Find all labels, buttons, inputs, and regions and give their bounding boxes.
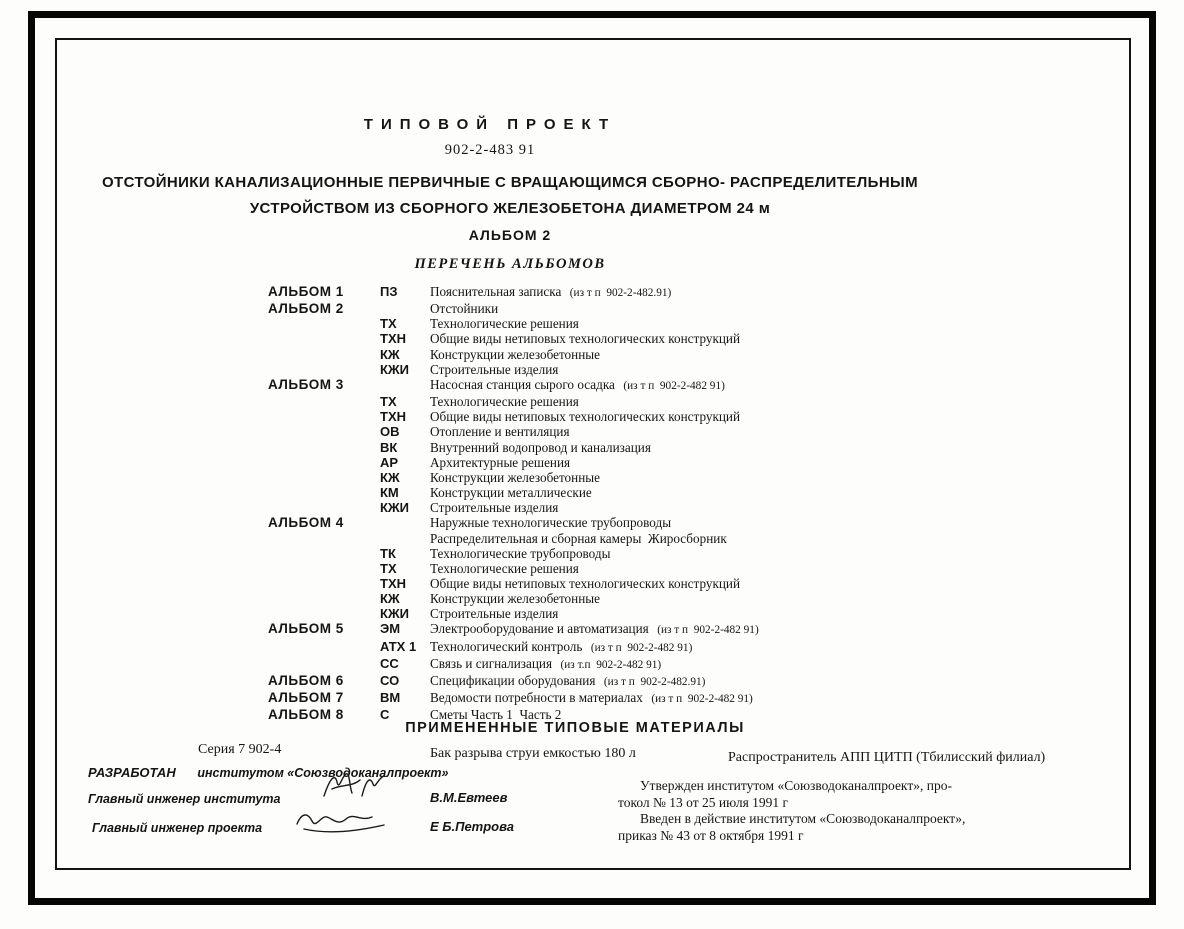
- approval-line: токол № 13 от 25 июля 1991 г: [618, 794, 789, 810]
- section-description: Сметы Часть 1 Часть 2: [430, 707, 562, 723]
- section-description: Общие виды нетиповых технологических конструкций: [430, 575, 741, 591]
- section-code: КЖ: [380, 469, 400, 485]
- section-description: Технологические трубопроводы: [430, 545, 611, 561]
- album-number: АЛЬБОМ 2: [268, 301, 344, 317]
- section-code: АР: [380, 454, 399, 470]
- album-number: АЛЬБОМ 1: [268, 284, 344, 299]
- list-heading: ПЕРЕЧЕНЬ АЛЬБОМОВ: [414, 256, 606, 272]
- section-code: ВК: [380, 439, 398, 455]
- album-row: [268, 440, 1048, 455]
- album-row: [268, 377, 1048, 394]
- album-row: [268, 362, 1048, 377]
- album-row: [268, 656, 1048, 673]
- developed-by: институтом «Союзводоканалпроект»: [197, 766, 449, 780]
- section-code: ТХН: [380, 331, 406, 347]
- album-number: АЛЬБОМ 5: [268, 621, 344, 637]
- album-row: [268, 301, 1048, 316]
- album-row: [268, 409, 1048, 424]
- source-note: (из т п 902-2-482 91): [642, 693, 753, 706]
- section-description: Спецификации оборудования (из т п 902-2-482.91): [430, 672, 706, 688]
- album-row: [268, 394, 1048, 409]
- section-code: АТХ 1: [380, 638, 417, 654]
- section-code: С: [380, 707, 390, 723]
- section-description: Строительные изделия: [430, 361, 559, 377]
- album-row: [268, 561, 1048, 576]
- section-description: Общие виды нетиповых технологических конструкций: [430, 409, 741, 425]
- album-number: АЛЬБОМ 7: [268, 690, 344, 706]
- album-row: [268, 606, 1048, 621]
- source-note: (из т.п 902-2-482 91): [552, 658, 662, 671]
- section-code: КМ: [380, 485, 399, 501]
- title-line-1: ОТСТОЙНИКИ КАНАЛИЗАЦИОННЫЕ ПЕРВИЧНЫЕ С ВРАЩАЮЩИМСЯ СБОРНО- РАСПРЕДЕЛИТЕЛЬНЫМ: [101, 174, 919, 191]
- section-description: Строительные изделия: [430, 606, 559, 622]
- album-row: [268, 284, 1048, 301]
- section-description: Отстойники: [430, 301, 499, 317]
- chief-project-name: Е Б.Петрова: [430, 819, 515, 834]
- album-number: АЛЬБОМ 3: [268, 376, 344, 392]
- album-row: [268, 347, 1048, 362]
- materials-item: Бак разрыва струи емкостью 180 л: [430, 746, 636, 761]
- signature-project-icon: [292, 806, 388, 841]
- approval-line: Утвержден институтом «Союзводоканалпроект», про-: [640, 778, 952, 793]
- album-row: [268, 316, 1048, 331]
- chief-institute-name: В.М.Евтеев: [430, 790, 508, 805]
- section-code: КЖИ: [380, 500, 410, 516]
- section-code: ОВ: [380, 424, 400, 440]
- section-description: Связь и сигнализация (из т.п 902-2-482 91): [430, 655, 662, 671]
- approval-block: [618, 778, 1123, 844]
- section-description: Отопление и вентиляция: [430, 424, 570, 440]
- section-description: Технологический контроль (из т п 902-2-482 91): [430, 638, 693, 654]
- album-row: [268, 639, 1048, 656]
- section-code: СО: [380, 672, 400, 688]
- source-note: (из т п 902-2-482 91): [648, 624, 759, 637]
- section-code: ТХН: [380, 409, 406, 425]
- section-code: ТХ: [380, 316, 397, 332]
- doc-type: ТИПОВОЙ ПРОЕКТ: [363, 116, 617, 133]
- section-description: Технологические решения: [430, 316, 579, 332]
- album-row: [268, 485, 1048, 500]
- section-code: ЭМ: [380, 621, 401, 637]
- approval-line: приказ № 43 от 8 октября 1991 г: [618, 827, 804, 843]
- source-note: (из т п 902-2-482.91): [561, 287, 672, 299]
- section-description: Наружные технологические трубопроводы: [430, 515, 672, 531]
- section-code: ТК: [380, 545, 396, 561]
- section-description: Технологические решения: [430, 560, 579, 576]
- section-description: Общие виды нетиповых технологических конструкций: [430, 331, 741, 347]
- album-row: [268, 331, 1048, 346]
- source-note: (из т п 902-2-482.91): [595, 675, 706, 688]
- album-row: [268, 424, 1048, 439]
- section-code: СС: [380, 655, 399, 671]
- album-number: АЛЬБОМ 4: [268, 515, 344, 531]
- album-row: [268, 673, 1048, 690]
- album-row: [268, 515, 1048, 530]
- section-description: Конструкции железобетонные: [430, 469, 600, 485]
- album-number: АЛЬБОМ 6: [268, 672, 344, 688]
- source-note: (из т п 902-2-482 91): [614, 379, 725, 392]
- album-row: [268, 455, 1048, 470]
- approval-line: Введен в действие институтом «Союзводоканалпроект»,: [640, 811, 966, 826]
- section-code: ТХ: [380, 560, 397, 576]
- section-code: КЖ: [380, 591, 400, 607]
- developed-label: РАЗРАБОТАН: [88, 765, 176, 780]
- section-description: Строительные изделия: [430, 500, 559, 516]
- section-description: Конструкции железобетонные: [430, 346, 600, 362]
- albums-list: [268, 284, 1048, 722]
- section-description: Ведомости потребности в материалах (из т п 902-2-482 91): [430, 690, 753, 706]
- section-code: КЖИ: [380, 606, 410, 622]
- section-description: Конструкции металлические: [430, 485, 592, 501]
- album-row: [268, 531, 1048, 546]
- album-row: [268, 500, 1048, 515]
- album-row: [268, 591, 1048, 606]
- signature-institute-icon: [318, 770, 396, 807]
- section-code: ВМ: [380, 690, 401, 706]
- album-row: [268, 621, 1048, 638]
- chief-project-label: Главный инженер проекта: [92, 821, 263, 835]
- section-code: ТХ: [380, 394, 397, 410]
- source-note: (из т п 902-2-482 91): [582, 641, 693, 654]
- section-description: Насосная станция сырого осадка (из т п 902-2-482 91): [430, 376, 725, 392]
- album-label: АЛЬБОМ 2: [468, 227, 552, 243]
- album-row: [268, 470, 1048, 485]
- section-code: КЖ: [380, 346, 400, 362]
- album-number: АЛЬБОМ 8: [268, 707, 344, 723]
- section-description: Технологические решения: [430, 394, 579, 410]
- title-line-2: УСТРОЙСТВОМ ИЗ СБОРНОГО ЖЕЛЕЗОБЕТОНА ДИАМЕТРОМ 24 м: [249, 200, 771, 217]
- chief-institute-label: Главный инженер института: [88, 792, 281, 806]
- section-description: Распределительная и сборная камеры Жиросборник: [430, 530, 727, 546]
- section-code: ТХН: [380, 575, 406, 591]
- doc-number: 902-2-483 91: [444, 142, 536, 158]
- materials-heading: ПРИМЕНЕННЫЕ ТИПОВЫЕ МАТЕРИАЛЫ: [405, 720, 745, 736]
- section-description: Электрооборудование и автоматизация (из т п 902-2-482 91): [430, 621, 759, 637]
- album-row: [268, 546, 1048, 561]
- series-label: Серия 7 902-4: [198, 742, 282, 757]
- section-code: ПЗ: [380, 284, 398, 299]
- section-description: Пояснительная записка (из т п 902-2-482.91): [430, 284, 672, 299]
- album-row: [268, 690, 1048, 707]
- section-description: Внутренний водопровод и канализация: [430, 439, 651, 455]
- section-description: Архитектурные решения: [430, 454, 571, 470]
- section-description: Конструкции железобетонные: [430, 591, 600, 607]
- album-row: [268, 576, 1048, 591]
- section-code: КЖИ: [380, 361, 410, 377]
- distributor-label: Распространитель АПП ЦИТП (Тбилисский филиал): [728, 750, 1046, 765]
